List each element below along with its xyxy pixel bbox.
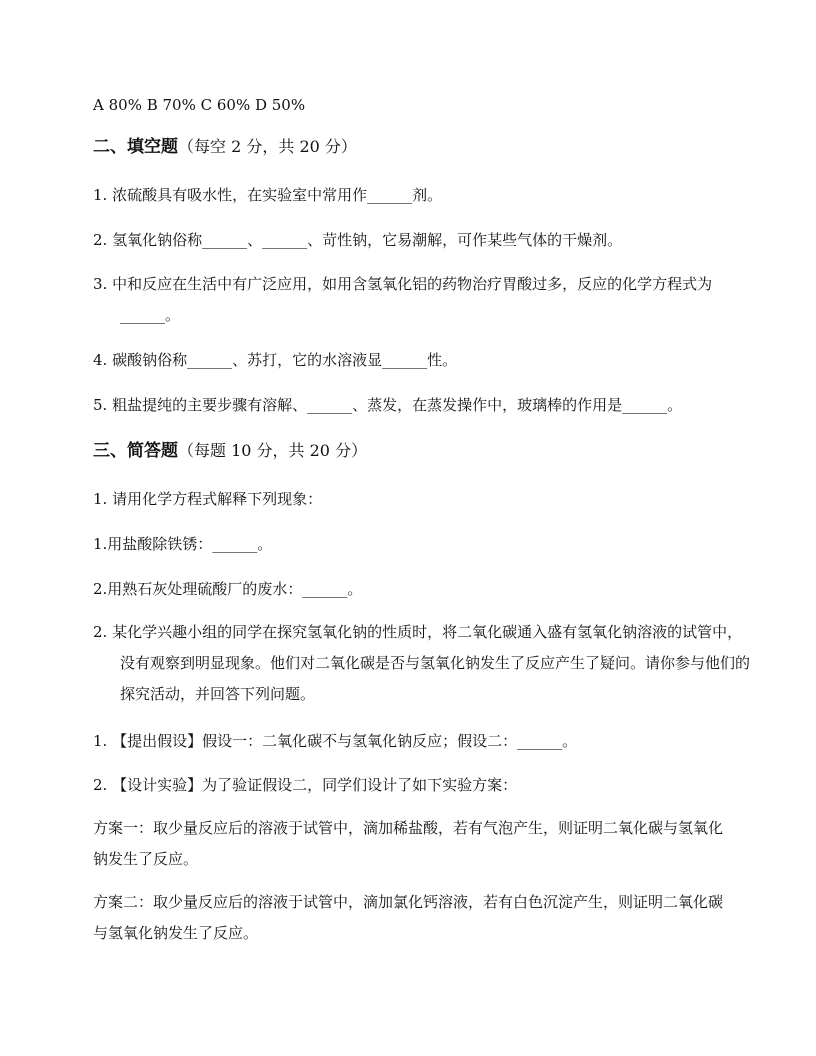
fill-question-1: 1. 浓硫酸具有吸水性，在实验室中常用作______剂。 — [93, 186, 443, 204]
answer-question-2: 2. 某化学兴趣小组的同学在探究氢氧化钠的性质时，将二氧化碳通入盛有氢氧化钠溶液的试管中，没有观察到明显现象。他们对二氧化碳是否与氢氧化钠发生了反应产生了疑问。请你参与他们的探究活动，并回答下列问题。 — [93, 623, 751, 703]
section-heading-fill-in — [93, 135, 733, 159]
answer-question-1-part-1: 1.用盐酸除铁锈：______。 — [93, 535, 273, 553]
fill-question-3: 3. 中和反应在生活中有广泛应用，如用含氢氧化铝的药物治疗胃酸过多，反应的化学方程式为______。 — [93, 275, 713, 324]
experiment-plan-2: 方案二：取少量反应后的溶液于试管中，滴加氯化钙溶液，若有白色沉淀产生，则证明二氧化碳与氢氧化钠发生了反应。 — [93, 893, 724, 942]
section-score-note: （每空 2 分，共 20 分） — [178, 137, 357, 156]
answer-question-1-part-2: 2.用熟石灰处理硫酸厂的废水：______。 — [93, 580, 363, 598]
experiment-plan-1: 方案一：取少量反应后的溶液于试管中，滴加稀盐酸，若有气泡产生，则证明二氧化碳与氢氧化钠发生了反应。 — [93, 819, 724, 868]
fill-question-4: 4. 碳酸钠俗称______、苏打，它的水溶液显______性。 — [93, 351, 458, 369]
section-heading-short-answer — [93, 439, 733, 463]
fill-question-5: 5. 粗盐提纯的主要步骤有溶解、______、蒸发，在蒸发操作中，玻璃棒的作用是______。 — [93, 396, 683, 414]
section-score-note: （每题 10 分，共 20 分） — [178, 441, 368, 460]
choice-options: A 80% B 70% C 60% D 50% — [93, 96, 306, 114]
fill-question-2: 2. 氢氧化钠俗称______、______、苛性钠，它易潮解，可作某些气体的干燥剂。 — [93, 231, 623, 249]
answer-question-2-part-1: 1. 【提出假设】假设一：二氧化碳不与氢氧化钠反应；假设二：______。 — [93, 732, 578, 750]
answer-question-1: 1. 请用化学方程式解释下列现象： — [93, 490, 323, 508]
section-title: 二、填空题 — [93, 137, 178, 157]
answer-question-2-part-2: 2. 【设计实验】为了验证假设二，同学们设计了如下实验方案： — [93, 776, 518, 794]
section-title: 三、简答题 — [93, 441, 178, 461]
